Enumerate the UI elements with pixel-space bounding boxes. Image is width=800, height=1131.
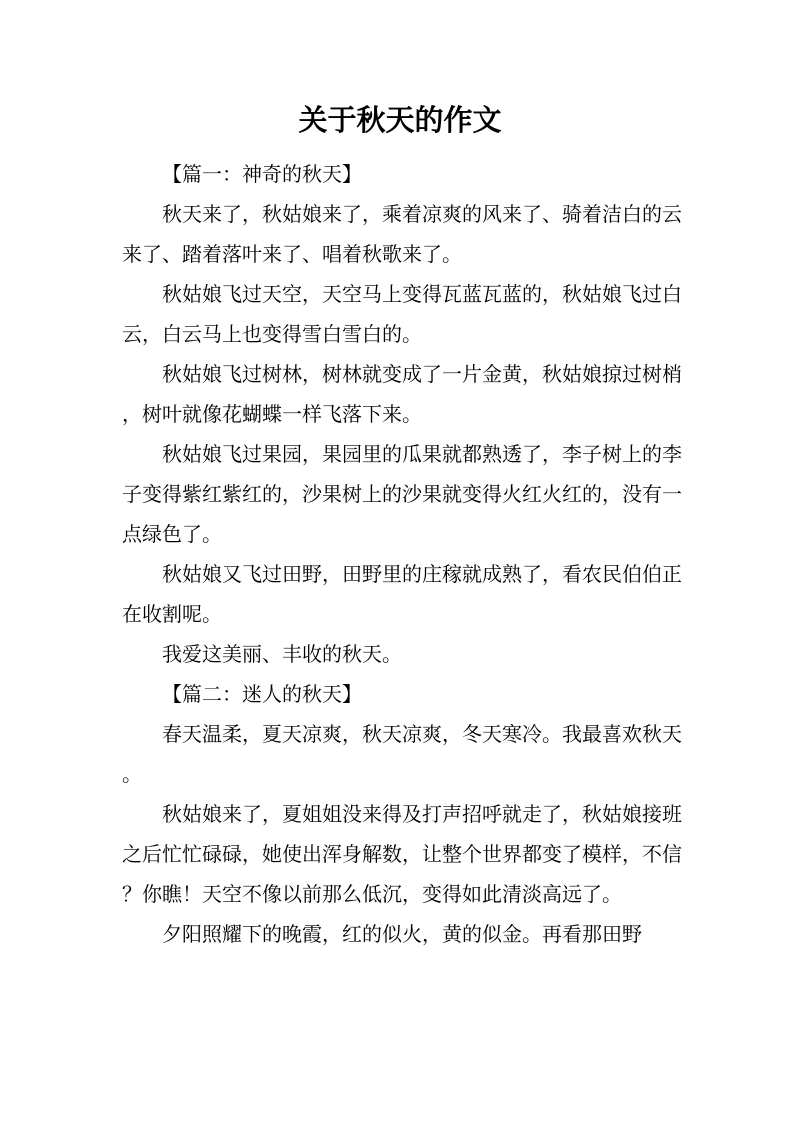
document-body [122,154,682,954]
paragraph: 秋姑娘来了，夏姐姐没来得及打声招呼就走了，秋姑娘接班之后忙忙碌碌，她使出浑身解数，让整个世界都变了模样，不信？你瞧！天空不像以前那么低沉，变得如此清淡高远了。 [122,802,682,906]
paragraph: 秋姑娘飞过树林，树林就变成了一片金黄，秋姑娘掠过树梢，树叶就像花蝴蝶一样飞落下来。 [122,362,682,426]
document-title: 关于秋天的作文 [298,103,502,137]
section-heading-1: 【篇一：神奇的秋天】 [162,162,362,186]
paragraph: 我爱这美丽、丰收的秋天。 [162,642,402,666]
paragraph: 春天温柔，夏天凉爽，秋天凉爽，冬天寒冷。我最喜欢秋天。 [122,722,682,786]
paragraph: 秋姑娘飞过果园，果园里的瓜果就都熟透了，李子树上的李子变得紫红紫红的，沙果树上的沙果就变得火红火红的，没有一点绿色了。 [122,442,682,546]
paragraph: 秋天来了，秋姑娘来了，乘着凉爽的风来了、骑着洁白的云来了、踏着落叶来了、唱着秋歌来了。 [122,202,682,266]
paragraph: 秋姑娘又飞过田野，田野里的庄稼就成熟了，看农民伯伯正在收割呢。 [122,562,682,626]
section-heading-2: 【篇二：迷人的秋天】 [162,682,362,706]
paragraph: 夕阳照耀下的晚霞，红的似火，黄的似金。再看那田野 [162,922,642,946]
paragraph: 秋姑娘飞过天空，天空马上变得瓦蓝瓦蓝的，秋姑娘飞过白云，白云马上也变得雪白雪白的。 [122,282,682,346]
